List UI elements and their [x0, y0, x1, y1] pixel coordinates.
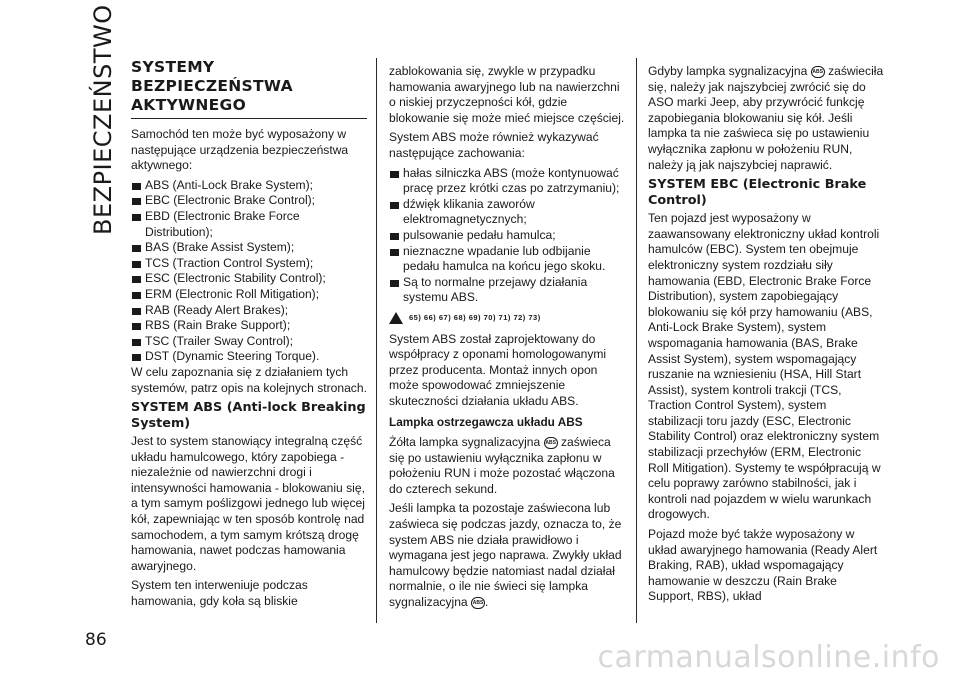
abs-heading: SYSTEM ABS (Anti-lock Breaking System)	[131, 400, 366, 431]
paragraph: zablokowania się, zwykle w przypadku hamowania awaryjnego lub na nawierzchni o niskiej przyczepności kół, gdzie blokowanie się może mieć miejsce częściej.	[389, 64, 625, 125]
list-item: TCS (Traction Control System);	[131, 256, 367, 272]
column-1	[131, 58, 367, 614]
list-item: EBC (Electronic Brake Control);	[131, 193, 367, 209]
warning-ref-numbers: 65) 66) 67) 68) 69) 70) 71) 72) 73)	[409, 312, 541, 322]
paragraph: System ABS został zaprojektowany do współpracy z oponami homologowanymi przez producenta. Montaż innych opon może spowodować zmniejszenie skuteczności działania układu ABS.	[389, 331, 607, 408]
text-span: Jeśli lampka ta pozostaje zaświecona lub zaświeca się podczas jazdy, oznacza to, że system ABS nie działa prawidłowo i wymagana jest jego naprawa. Zwykły układ hamulcowy będzie natomiast nadal działał normalnie, o ile nie świeci się lampka sygnalizacyjna	[389, 501, 622, 609]
abs-warning-lamp-icon: ABS	[544, 437, 558, 449]
paragraph: Pojazd może być także wyposażony w układ awaryjnego hamowania (Ready Alert Braking, RAB), układ wspomagający hamowanie w deszczu (Rain Brake Support, RBS), układ	[648, 527, 878, 604]
column-divider	[376, 58, 377, 623]
list-item: pulsowanie pedału hamulca;	[389, 228, 626, 244]
list-item: nieznaczne wpadanie lub odbijanie pedału hamulca na końcu jego skoku.	[389, 244, 626, 275]
paragraph: System ABS może również wykazywać następujące zachowania:	[389, 130, 599, 160]
list-item: dźwięk klikania zaworów elektromagnetycznych;	[389, 197, 626, 228]
text-span: Żółta lampka sygnalizacyjna	[389, 435, 541, 450]
list-item: TSC (Trailer Sway Control);	[131, 334, 367, 350]
lamp-heading: Lampka ostrzegawcza układu ABS	[389, 415, 583, 430]
ebc-heading: SYSTEM EBC (Electronic Brake Control)	[648, 177, 867, 208]
column-divider	[636, 58, 637, 623]
paragraph: Ten pojazd jest wyposażony w zaawansowany elektroniczny układ kontroli hamulców (EBC). System ten obejmuje elektroniczny system rozdziału siły hamowania (EBD, Electronic Brake Force Distribution), system zapobiegający blokowaniu się kół przy hamowaniu (ABS, Anti-Lock Brake System), system wspomagania hamowania (BAS, Brake Assist System), system wspomagający ruszanie na wzniesieniu (HSA, Hill Start Assist), system kontroli trakcji (TCS, Traction Control System), system stabilizacji toru jazdy (ESC, Electronic Stability Control) oraz elektroniczny system stabilizacji przechyłów (ERM, Electronic Roll Mitigation). Systemy te współpracują w celu poprawy zarówno stabilności, jak i kontroli nad pojazdem w wielu warunkach drogowych.	[648, 211, 881, 522]
section-title: BEZPIECZEŃSTWO	[89, 4, 117, 235]
watermark: carmanualsonline.info	[597, 640, 940, 675]
list-item: RBS (Rain Brake Support);	[131, 318, 367, 334]
text-span: zaświeciła się, należy jak najszybciej zwrócić się do ASO marki Jeep, aby przywrócić funkcję zapobiegania blokowaniu się kół. Jeśli lampka ta nie zaświeca się po ustawieniu wyłącznika zapłonu w położeniu RUN, należy ją jak najszybciej naprawić.	[648, 64, 884, 172]
page-number: 86	[85, 630, 107, 650]
list-item: RAB (Ready Alert Brakes);	[131, 303, 367, 319]
list-item: ESC (Electronic Stability Control);	[131, 271, 367, 287]
text-span: .	[485, 595, 489, 609]
list-item: ERM (Electronic Roll Mitigation);	[131, 287, 367, 303]
section-heading: SYSTEMY BEZPIECZEŃSTWA AKTYWNEGO	[131, 58, 367, 119]
list-item: BAS (Brake Assist System);	[131, 240, 367, 256]
list-item: ABS (Anti-Lock Brake System);	[131, 178, 367, 194]
text-span: zaświeca się po ustawieniu wyłącznika zapłonu w położeniu RUN i może pozostać włączona do czterech sekund.	[389, 435, 615, 496]
abs-warning-lamp-icon: ABS	[471, 597, 485, 609]
paragraph	[389, 435, 626, 497]
warning-triangle-icon	[389, 312, 403, 324]
list-item: EBD (Electronic Brake Force Distribution);	[131, 209, 367, 240]
paragraph	[648, 64, 884, 173]
column-2	[389, 64, 626, 615]
paragraph: Jest to system stanowiący integralną część układu hamulcowego, który zapobiega - niezależnie od nawierzchni drogi i intensywności hamowania - blokowaniu się, a tym samym poślizgowi jednego lub więcej kół, zapewniając w ten sposób kontrolę nad samochodem, a tym samym krótszą drogę hamowania, nawet podczas hamowania awaryjnego.	[131, 434, 365, 573]
systems-list	[131, 178, 367, 365]
paragraph: W celu zapoznania się z działaniem tych systemów, patrz opis na kolejnych stronach.	[131, 364, 367, 395]
list-item: hałas silniczka ABS (może kontynuować pracę przez krótki czas po zatrzymaniu);	[389, 166, 626, 197]
warning-references	[389, 310, 626, 326]
intro-text: Samochód ten może być wyposażony w następujące urządzenia bezpieczeństwa aktywnego:	[131, 127, 349, 173]
text-span: Gdyby lampka sygnalizacyjna	[648, 64, 808, 78]
column-3	[648, 64, 884, 609]
abs-warning-lamp-icon: ABS	[811, 66, 825, 78]
list-item: DST (Dynamic Steering Torque).	[131, 349, 367, 365]
list-item: Są to normalne przejawy działania systemu ABS.	[389, 275, 626, 306]
paragraph: System ten interweniuje podczas hamowania, gdy koła są bliskie	[131, 578, 308, 609]
behaviors-list	[389, 166, 626, 306]
paragraph	[389, 501, 626, 610]
